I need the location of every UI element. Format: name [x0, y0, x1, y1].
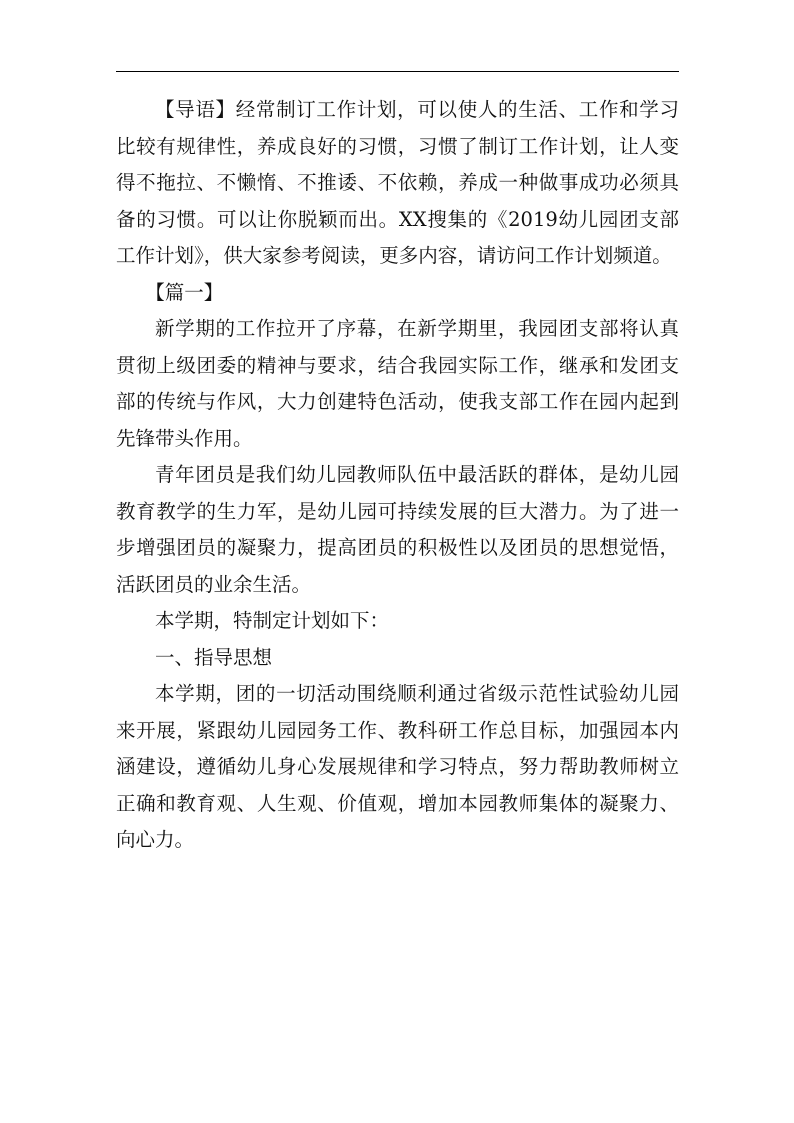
subsection-heading: 一、指导思想 [155, 645, 273, 669]
document-body [116, 92, 679, 859]
header-rule [116, 71, 679, 72]
intro-paragraph: 【导语】经常制订工作计划，可以使人的生活、工作和学习比较有规律性，养成良好的习惯，习惯了制订工作计划，让人变得不拖拉、不懒惰、不推诿、不依赖，养成一种做事成功必须具备的习惯。可以让你脱颖而出。XX搜集的《2019幼儿园团支部工作计划》，供大家参考阅读，更多内容，请访问工作计划频道。 [116, 98, 679, 267]
section-heading: 【篇一】 [145, 280, 224, 304]
paragraph: 本学期，团的一切活动围绕顺利通过省级示范性试验幼儿园来开展，紧跟幼儿园园务工作、教科研工作总目标，加强园本内涵建设，遵循幼儿身心发展规律和学习特点，努力帮助教师树立正确和教育观、人生观、价值观，增加本园教师集体的凝聚力、向心力。 [116, 682, 679, 851]
paragraph: 本学期，特制定计划如下： [155, 609, 390, 632]
paragraph: 新学期的工作拉开了序幕，在新学期里，我园团支部将认真贯彻上级团委的精神与要求，结合我园实际工作，继承和发团支部的传统与作风，大力创建特色活动，使我支部工作在园内起到先锋带头作用。 [116, 317, 679, 450]
paragraph: 青年团员是我们幼儿园教师队伍中最活跃的群体，是幼儿园教育教学的生力军，是幼儿园可持续发展的巨大潜力。为了进一步增强团员的凝聚力，提高团员的积极性以及团员的思想觉悟，活跃团员的业余生活。 [116, 463, 679, 596]
